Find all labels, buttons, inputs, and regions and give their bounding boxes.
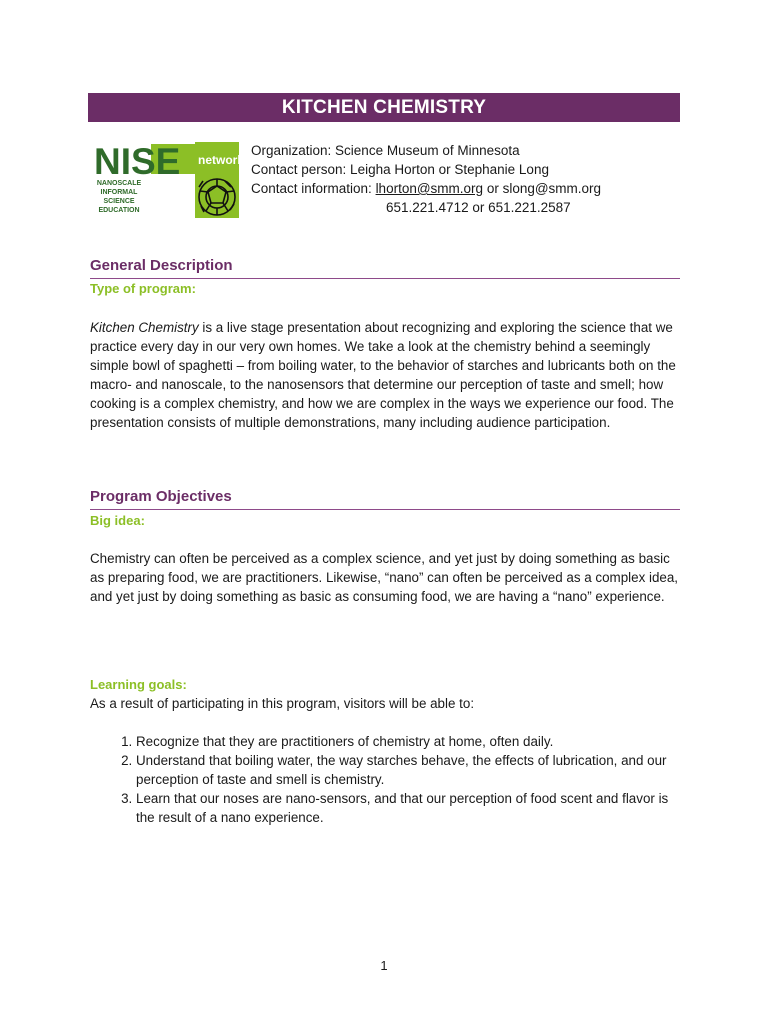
learning-goals-label: Learning goals:	[90, 677, 187, 692]
contact-block	[251, 141, 601, 217]
learning-goal-item: 3. Learn that our noses are nano-sensors, and that our perception of food scent and flavor is the result of a nano experience.	[136, 789, 682, 827]
nise-network-logo	[91, 141, 245, 218]
learning-goals-list	[90, 732, 682, 827]
logo-tag-text: network	[198, 153, 245, 167]
logo-line4: EDUCATION	[98, 207, 140, 214]
page-number: 1	[380, 958, 388, 973]
learning-goals-intro: As a result of participating in this program, visitors will be able to:	[90, 696, 475, 711]
program-name-italic: Kitchen Chemistry	[90, 320, 199, 335]
learning-goal-item: 1. Recognize that they are practitioners of chemistry at home, often daily.	[136, 732, 682, 751]
contact-person-line: Contact person: Leigha Horton or Stephanie Long	[251, 162, 549, 177]
program-objectives-heading: Program Objectives	[90, 487, 680, 510]
learning-goal-item: 2. Understand that boiling water, the way starches behave, the effects of lubrication, and our perception of taste and smell is chemistry.	[136, 751, 682, 789]
general-description-body	[90, 318, 682, 432]
type-of-program-label: Type of program:	[90, 281, 196, 296]
logo-main-text: NISE	[94, 141, 181, 182]
email-link[interactable]: lhorton@smm.org	[375, 181, 484, 196]
contact-info-label: Contact information:	[251, 181, 376, 196]
general-description-heading: General Description	[90, 256, 680, 279]
big-idea-label: Big idea:	[90, 513, 145, 528]
logo-line3: SCIENCE	[103, 198, 135, 205]
logo-line2: INFORMAL	[100, 189, 138, 196]
document-title: KITCHEN CHEMISTRY	[88, 93, 680, 122]
email-secondary: or slong@smm.org	[483, 181, 602, 196]
big-idea-body: Chemistry can often be perceived as a complex science, and yet just by doing something as basic as preparing food, we are practitioners. Likewise, “nano” can often be perceived as a complex idea, and yet just by doing something as basic as consuming food, we are having a “nano” experience.	[90, 551, 679, 604]
organization-line: Organization: Science Museum of Minnesota	[251, 143, 520, 158]
contact-info-line	[251, 179, 601, 198]
phone-line: 651.221.4712 or 651.221.2587	[386, 200, 571, 215]
logo-line1: NANOSCALE	[96, 180, 142, 187]
general-description-text: is a live stage presentation about recognizing and exploring the science that we practice every day in our very own homes. We take a look at the chemistry behind a seemingly simple bowl of spaghetti – from boiling water, to the behavior of starches and lubricants both on the macro- and nanoscale, to the nanosensors that determine our perception of taste and smell; how cooking is a complex chemistry, and how we are complex in the ways we experience our food. The presentation consists of multiple demonstrations, many including audience participation.	[90, 320, 676, 430]
